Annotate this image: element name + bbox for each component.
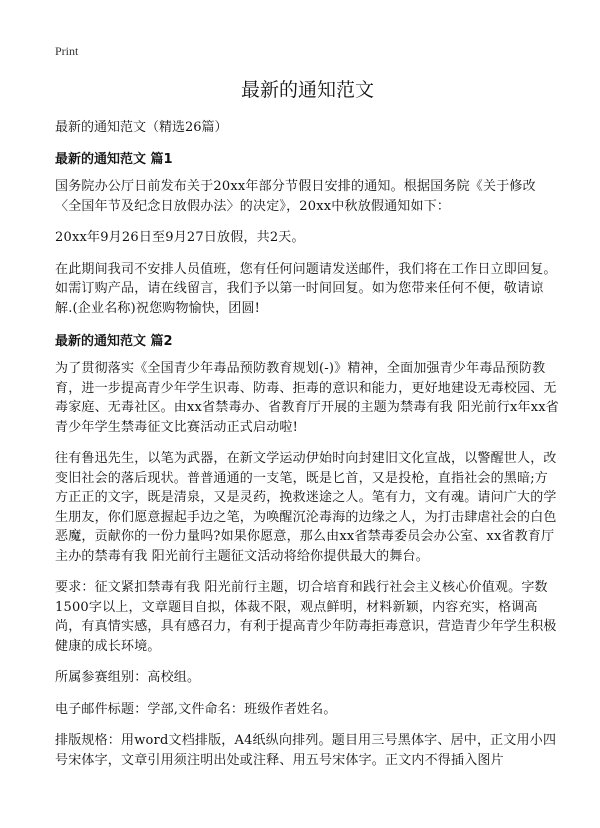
- paragraph: 往有鲁迅先生，以笔为武器，在新文学运动伊始时向封建旧文化宣战，以警醒世人，改变旧社会的落后现状。普普通通的一支笔，既是匕首，又是投枪，直指社会的黑暗;方方正正的文字，既是清泉，又是灵药，挽救迷途之人。笔有力，文有魂。请问广大的学生朋友，你们愿意握起手边之笔，为唤醒沉沦毒海的边缘之人，为打击肆虐社会的白色恶魔，贡献你的一份力量吗?如果你愿意，那么由xx省禁毒委员会办公室、xx省教育厅主办的禁毒有我 阳光前行主题征文活动将给你提供最大的舞台。: [55, 451, 557, 564]
- paragraph: 排版规格：用word文档排版，A4纸纵向排列。题目用三号黑体字、居中，正文用小四号宋体字，文章引用须注明出处或注释、用五号宋体字。正文内不得插入图片: [55, 733, 557, 768]
- paragraph: 要求：征文紧扣禁毒有我 阳光前行主题，切合培育和践行社会主义核心价值观。字数1500字以上，文章题目自拟，体裁不限，观点鲜明，材料新颖，内容充实，格调高尚，有真情实感，具有感召力，有利于提高青少年防毒拒毒意识，营造青少年学生积极健康的成长环境。: [55, 580, 557, 654]
- paragraph: 电子邮件标题：学部,文件命名：班级作者姓名。: [55, 701, 337, 717]
- section-2: [55, 330, 560, 770]
- print-link[interactable]: Print: [55, 44, 79, 58]
- paragraph: 为了贯彻落实《全国青少年毒品预防教育规划(-)》精神，全面加强青少年毒品预防教育，进一步提高青少年学生识毒、防毒、拒毒的意识和能力，更好地建设无毒校园、无毒家庭、无毒社区。由xx省禁毒办、省教育厅开展的主题为禁毒有我 阳光前行x年xx省青少年学生禁毒征文比赛活动正式启动啦!: [55, 361, 559, 435]
- paragraph: 所属参赛组别：高校组。: [55, 670, 201, 685]
- paragraph: 在此期间我司不安排人员值班，您有任何问题请发送邮件，我们将在工作日立即回复。如需订购产品，请在线留言，我们予以第一时间回复。如为您带来任何不便，敬请谅解.(企业名称)祝您购物愉快，团圆!: [55, 261, 557, 316]
- document-title: 最新的通知范文: [240, 79, 374, 101]
- section-heading: 最新的通知范文 篇2: [55, 334, 173, 349]
- paragraph: 国务院办公厅日前发布关于20xx年部分节假日安排的通知。根据国务院《关于修改〈全国年节及纪念日放假办法〉的决定》，20xx中秋放假通知如下：: [55, 179, 536, 214]
- section-heading: 最新的通知范文 篇1: [55, 152, 173, 167]
- section-1: [55, 148, 560, 318]
- document-intro: 最新的通知范文（精选26篇）: [55, 120, 228, 135]
- paragraph: 20xx年9月26日至9月27日放假，共2天。: [55, 230, 305, 245]
